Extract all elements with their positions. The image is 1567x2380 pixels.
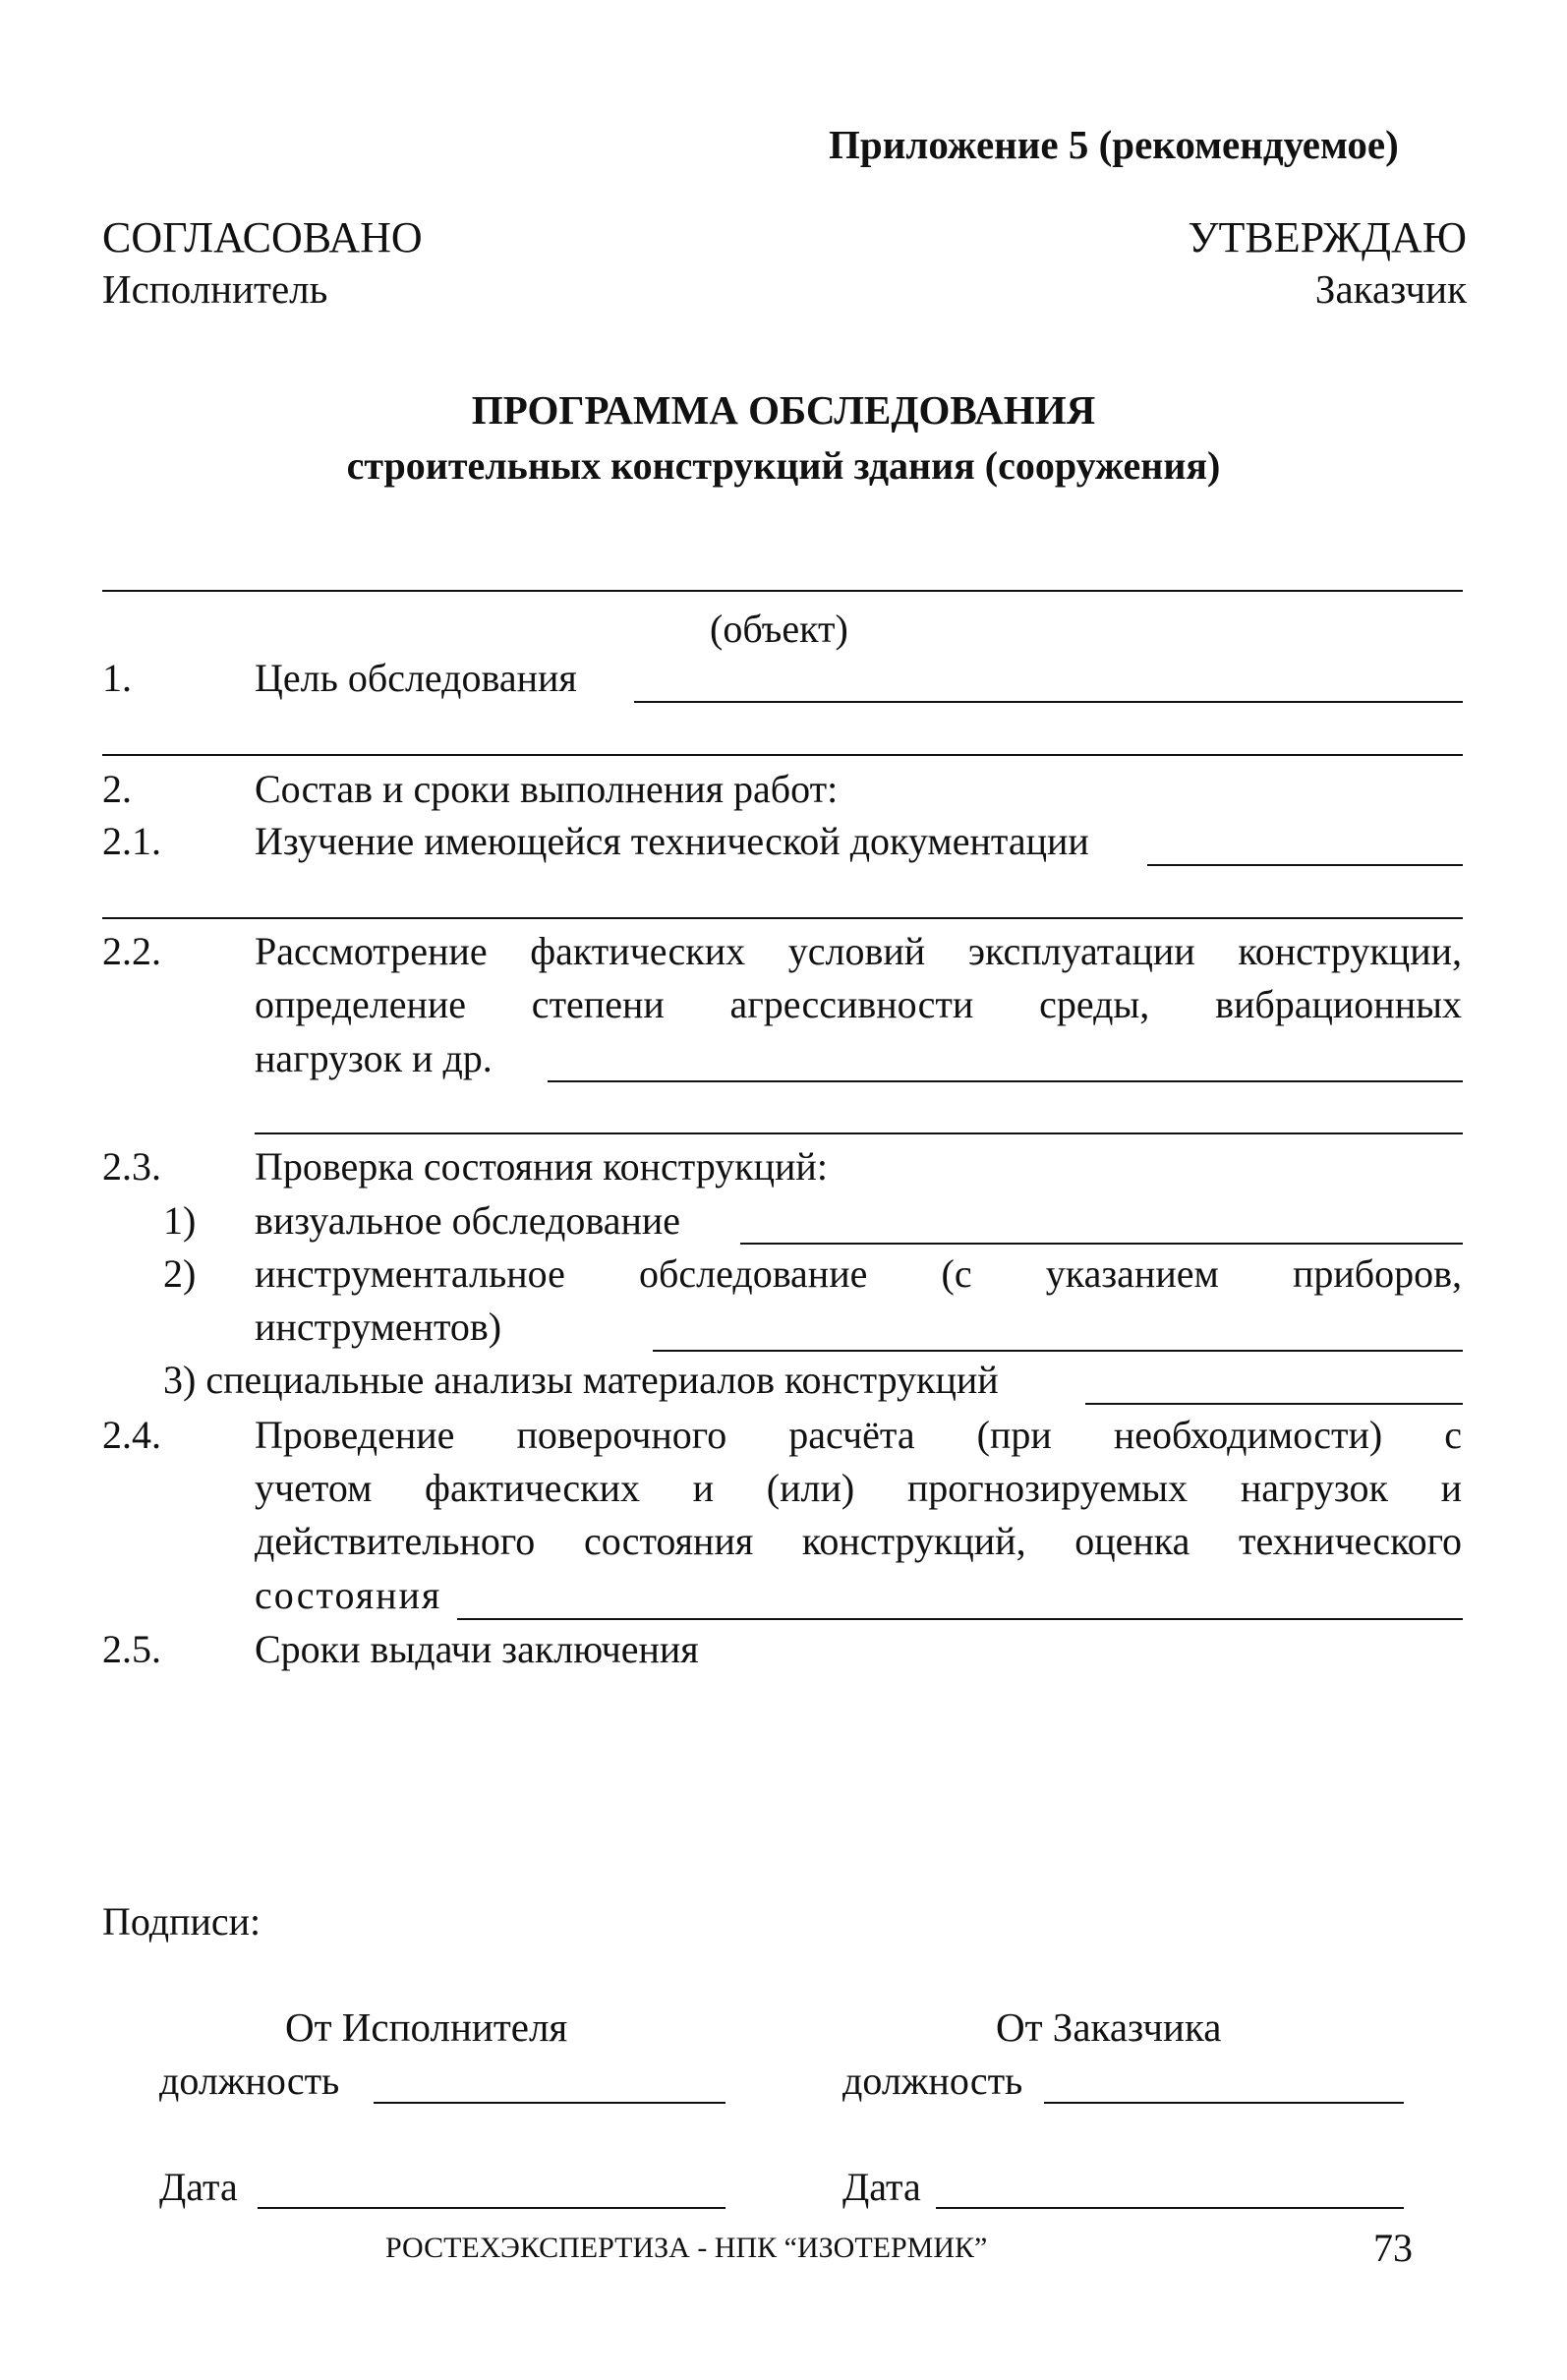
signature-right-position-label: должность [842,2059,1023,2103]
signature-right-party: От Заказчика [996,2004,1222,2050]
item-2-3-number: 2.3. [102,1144,161,1189]
program-title: ПРОГРАММА ОБСЛЕДОВАНИЯ [471,387,1096,433]
appendix-title: Приложение 5 (рекомендуемое) [829,122,1399,167]
item-2-2-line-3: нагрузок и др. [255,1036,493,1080]
item-2-2-number: 2.2. [102,929,161,973]
subitem-2-fill-line [653,1350,1463,1352]
approval-left-title: СОГЛАСОВАНО [102,213,423,261]
item-2-1-label: Изучение имеющейся технической документации [255,819,1089,863]
subitem-1-fill-line [740,1243,1463,1245]
item-1-fill-line [634,701,1463,703]
signature-left-position-label: должность [159,2059,340,2103]
program-subtitle: строительных конструкций здания (сооружения) [346,443,1221,488]
item-2-1-fill-line-2 [102,917,1463,919]
subitem-3-fill-line [1085,1403,1463,1405]
item-1-fill-line-2 [102,754,1463,756]
subitem-2-line-1: инструментальное обследование (с указанием приборов, [255,1251,1462,1296]
approval-left-subtitle: Исполнитель [102,266,328,312]
item-2-2-fill-line-2 [255,1132,1463,1134]
item-2-3-label: Проверка состояния конструкций: [255,1144,828,1189]
footer-publisher: РОСТЕХЭКСПЕРТИЗА - НПК “ИЗОТЕРМИК” [385,2232,988,2264]
item-2-4-line-3: действительного состояния конструкций, оценка технического [255,1519,1462,1563]
item-1-label: Цель обследования [255,656,577,700]
item-2-4-fill-line [457,1618,1463,1620]
item-2-2-fill-line [548,1080,1463,1082]
approval-right-title: УТВЕРЖДАЮ [1188,213,1467,261]
signature-left-position-line [374,2102,725,2104]
subitem-1-number: 1) [163,1198,197,1243]
item-2-2-line-1: Рассмотрение фактических условий эксплуатации конструкции, [255,929,1462,973]
signature-right-position-line [1044,2102,1404,2104]
object-caption: (объект) [710,607,848,651]
item-2-number: 2. [102,767,132,811]
item-2-5-number: 2.5. [102,1627,161,1671]
signatures-heading: Подписи: [102,1899,261,1944]
item-2-2-line-2: определение степени агрессивности среды, вибрационных [255,982,1462,1026]
item-2-4-number: 2.4. [102,1413,161,1457]
subitem-3-label: 3) специальные анализы материалов конструкций [163,1358,999,1402]
object-line [102,590,1463,592]
item-2-5-label: Сроки выдачи заключения [255,1627,699,1671]
item-2-4-line-2: учетом фактических и (или) прогнозируемых нагрузок и [255,1466,1462,1510]
approval-right-subtitle: Заказчик [1314,266,1467,312]
page-number: 73 [1373,2226,1413,2270]
subitem-2-line-2: инструментов) [255,1305,502,1349]
item-2-4-line-4: состояния [255,1573,442,1617]
signature-left-date-label: Дата [159,2165,238,2209]
item-2-4-line-1: Проведение поверочного расчёта (при необходимости) с [255,1413,1462,1457]
signature-right-date-line [936,2207,1404,2209]
item-1-number: 1. [102,656,132,700]
item-2-label: Состав и сроки выполнения работ: [255,767,839,811]
signature-left-party: От Исполнителя [285,2004,568,2050]
subitem-1-label: визуальное обследование [255,1198,681,1243]
item-2-1-number: 2.1. [102,819,161,863]
item-2-1-fill-line [1147,864,1463,866]
subitem-2-number: 2) [163,1251,197,1296]
signature-left-date-line [258,2207,725,2209]
signature-right-date-label: Дата [842,2165,921,2209]
